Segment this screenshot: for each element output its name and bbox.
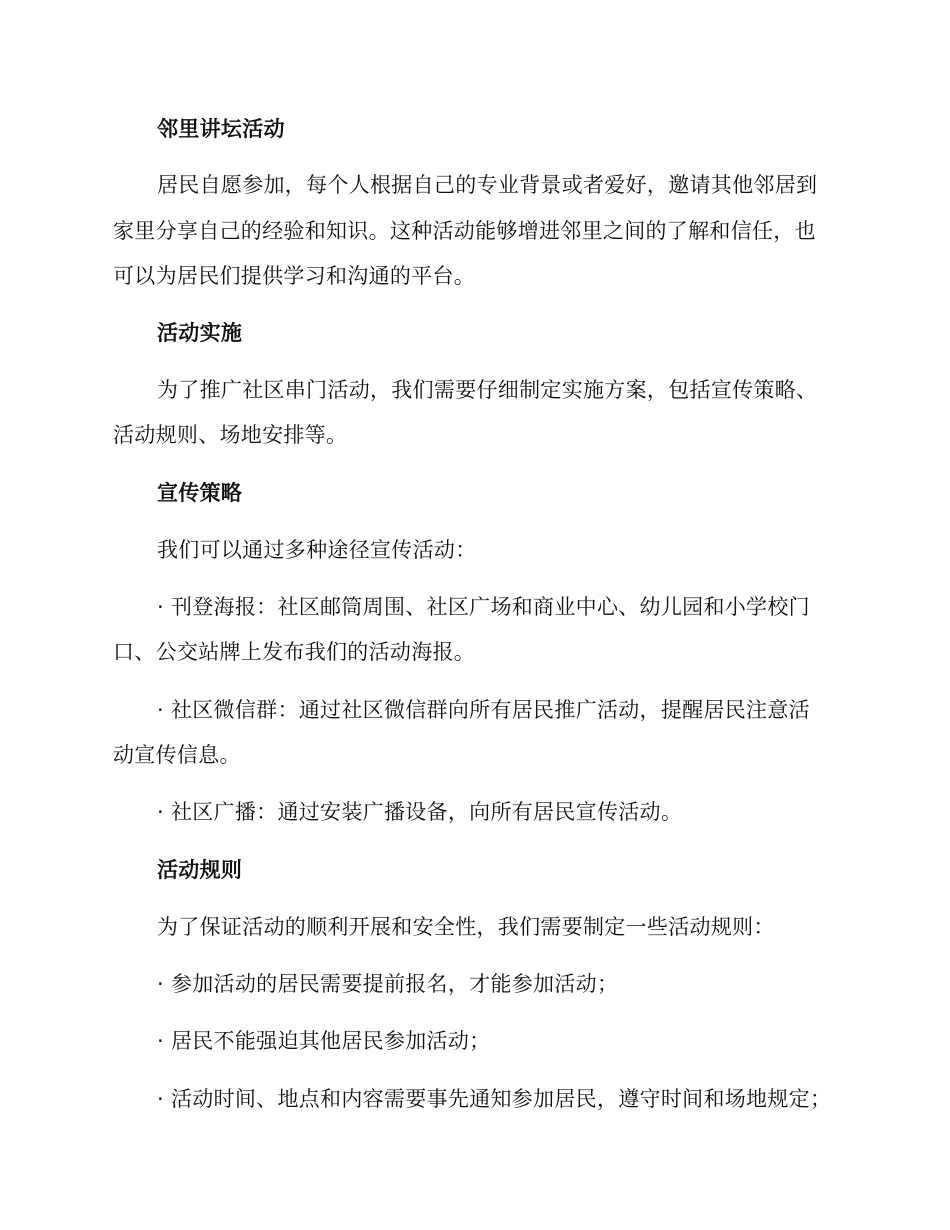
bullet-line: · 社区广播：通过安装广播设备，向所有居民宣传活动。 bbox=[157, 800, 683, 824]
paragraph-line: 口、公交站牌上发布我们的活动海报。 bbox=[113, 640, 476, 664]
paragraph-line: 为了推广社区串门活动，我们需要仔细制定实施方案，包括宣传策略、 bbox=[157, 378, 818, 402]
bullet-line: · 参加活动的居民需要提前报名，才能参加活动； bbox=[157, 972, 619, 996]
paragraph-line: 我们可以通过多种途径宣传活动： bbox=[157, 538, 477, 562]
paragraph-line: 活动规则、场地安排等。 bbox=[113, 423, 348, 447]
bullet-line: · 居民不能强迫其他居民参加活动； bbox=[157, 1029, 491, 1053]
bullet-line: · 活动时间、地点和内容需要事先通知参加居民，遵守时间和场地规定； bbox=[157, 1087, 832, 1111]
paragraph-line: 为了保证活动的顺利开展和安全性，我们需要制定一些活动规则： bbox=[157, 915, 775, 939]
section-heading: 宣传策略 bbox=[157, 481, 243, 505]
section-heading: 活动规则 bbox=[157, 858, 243, 882]
section-heading: 活动实施 bbox=[157, 321, 243, 345]
bullet-line: · 刊登海报：社区邮筒周围、社区广场和商业中心、幼儿园和小学校门 bbox=[157, 595, 810, 619]
section-heading: 邻里讲坛活动 bbox=[157, 117, 285, 141]
paragraph-line: 家里分享自己的经验和知识。这种活动能够增进邻里之间的了解和信任，也 bbox=[113, 219, 816, 243]
paragraph-line: 动宣传信息。 bbox=[113, 743, 241, 767]
paragraph-line: 可以为居民们提供学习和沟通的平台。 bbox=[113, 264, 476, 288]
bullet-line: · 社区微信群：通过社区微信群向所有居民推广活动，提醒居民注意活 bbox=[157, 698, 810, 722]
paragraph-line: 居民自愿参加，每个人根据自己的专业背景或者爱好，邀请其他邻居到 bbox=[157, 173, 818, 197]
